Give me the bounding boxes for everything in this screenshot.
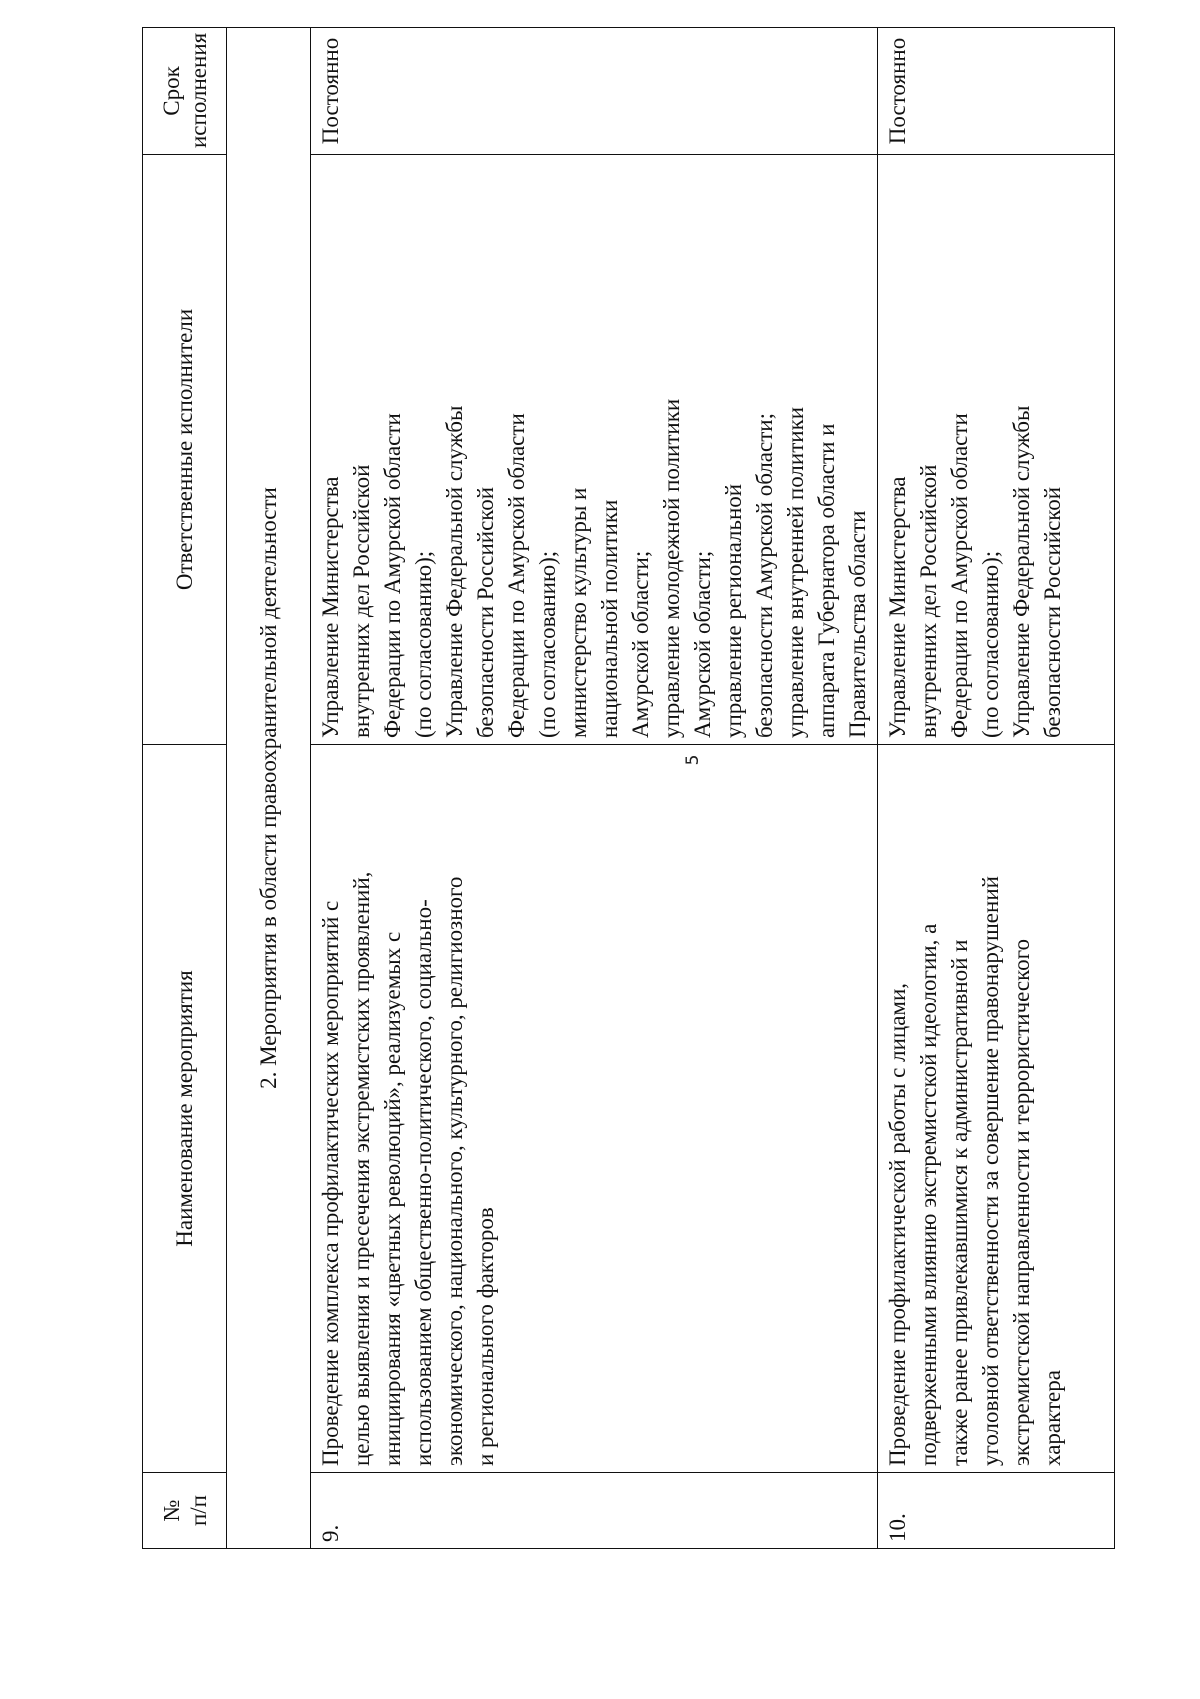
table-row xyxy=(311,28,878,1549)
responsible-executors: Управление Министерства внутренних дел Российской Федерации по Амурской области (по согласованию); Управление Федеральной службы безопасности Российской Федерации по Амурской области (по согласованию); министерство культуры и национальной политики Амурской области; управление молодежной политики Амурской области; управление региональной безопасности Амурской области; управление внутренней политики аппарата Губернатора области и Правительства области xyxy=(311,155,878,745)
responsible-executors: Управление Министерства внутренних дел Российской Федерации по Амурской области (по согласованию); Управление Федеральной службы безопасности Российской xyxy=(878,155,1115,745)
measures-table xyxy=(142,27,1115,1549)
header-responsible: Ответственные исполнители xyxy=(143,155,227,745)
section-title: 2. Мероприятия в области правоохранительной деятельности xyxy=(227,28,311,1549)
row-number: 10. xyxy=(878,1473,1115,1549)
measure-name: Проведение профилактической работы с лицами, подверженными влиянию экстремистской идеологии, а также ранее привлекавшимися к административной и уголовной ответственности за совершение правонарушений экстремистской направленности и террористического характера xyxy=(878,745,1115,1473)
header-term: Срок исполнения xyxy=(143,28,227,155)
header-name: Наименование мероприятия xyxy=(143,745,227,1473)
execution-term: Постоянно xyxy=(311,28,878,155)
header-num: № п/п xyxy=(143,1473,227,1549)
section-row xyxy=(227,28,311,1549)
table-header-row xyxy=(143,28,227,1549)
row-number: 9. xyxy=(311,1473,878,1549)
page-number: 5 xyxy=(683,754,703,766)
measure-name: Проведение комплекса профилактических мероприятий с целью выявления и пресечения экстремистских проявлений, инициирования «цветных революций», реализуемых с использованием общественно-политического, социально- экономического, национального, культурного, религиозного и регионального факторов xyxy=(311,745,878,1473)
table-row xyxy=(878,28,1115,1549)
execution-term: Постоянно xyxy=(878,28,1115,155)
